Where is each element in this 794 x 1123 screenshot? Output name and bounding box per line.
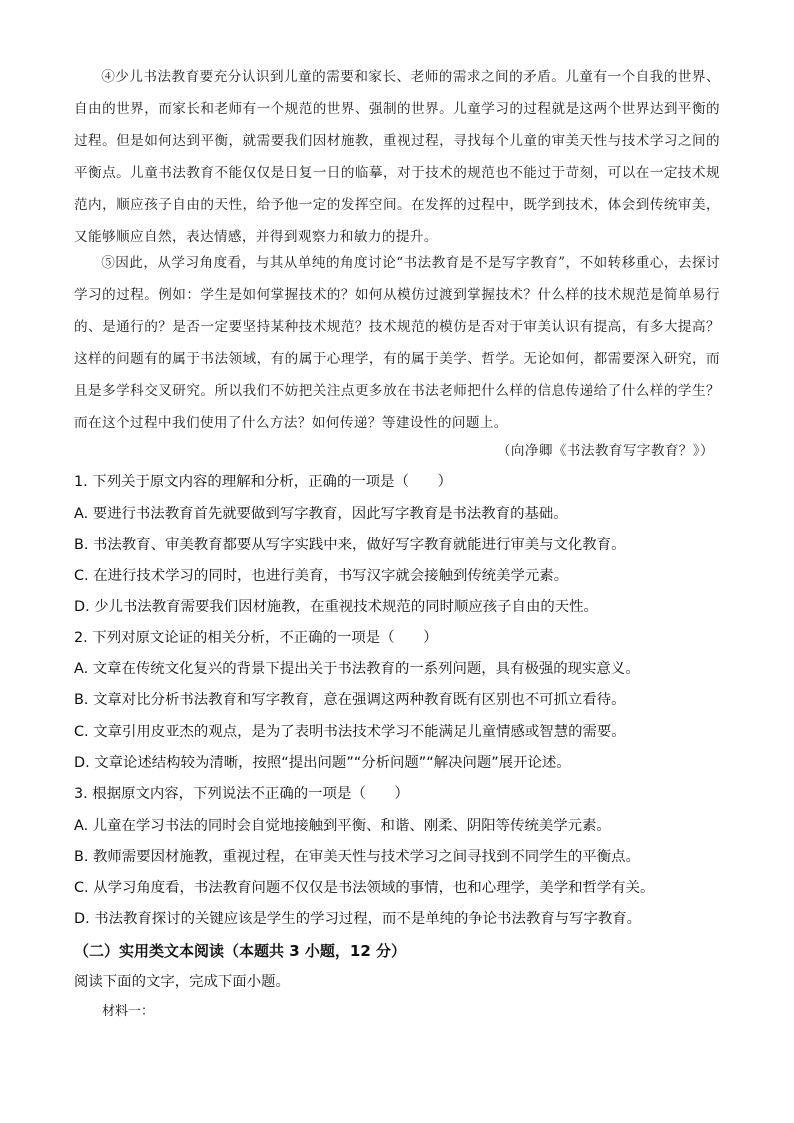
question-1-option-d: D. 少儿书法教育需要我们因材施教，在重视技术规范的同时顺应孩子自由的天性。 [74, 599, 598, 615]
question-3-option-b: B. 教师需要因材施教，重视过程，在审美天性与技术学习之间寻找到不同学生的平衡点。 [74, 849, 640, 865]
passage-paragraph-5: ⑤因此，从学习角度看，与其从单纯的角度讨论“书法教育是不是写字教育”，不如转移重心，去探讨学习的过程。例如：学生是如何掌握技术的？如何从模仿过渡到掌握技术？什么样的技术规范是简单易行的、是通行的？是否一定要坚持某种技术规范？技术规范的模仿是否对于审美认识有提高，有多大提高？这样的问题有的属于书法领域，有的属于心理学，有的属于美学、哲学。无论如何，都需要深入研究，而且是多学科交叉研究。所以我们不妨把关注点更多放在书法老师把什么样的信息传递给了什么样的学生？而在这个过程中我们使用了什么方法？如何传递？等建设性的问题上。 [74, 255, 720, 431]
question-1-option-a: A. 要进行书法教育首先就要做到写字教育，因此写字教育是书法教育的基础。 [74, 506, 568, 522]
question-2-stem: 2. 下列对原文论证的相关分析，不正确的一项是（ ） [74, 630, 438, 646]
question-2-option-a: A. 文章在传统文化复兴的背景下提出关于书法教育的一系列问题，具有极强的现实意义。 [74, 661, 640, 677]
material-label: 材料一： [102, 1004, 155, 1019]
question-2-option-c: C. 文章引用皮亚杰的观点，是为了表明书法技术学习不能满足儿童情感或智慧的需要。 [74, 724, 626, 740]
section-title: （二）实用类文本阅读（本题共 3 小题，12 分） [74, 942, 406, 960]
question-2-option-d: D. 文章论述结构较为清晰，按照“提出问题”“分析问题”“解决问题”展开论述。 [74, 755, 571, 771]
passage-paragraph-4: ④少儿书法教育要充分认识到儿童的需要和家长、老师的需求之间的矛盾。儿童有一个自我的世界、自由的世界，而家长和老师有一个规范的世界、强制的世界。儿童学习的过程就是这两个世界达到平衡的过程。但是如何达到平衡，就需要我们因材施教，重视过程，寻找每个儿童的审美天性与技术学习之间的平衡点。儿童书法教育不能仅仅是日复一日的临摹，对于技术的规范也不能过于苛刻，可以在一定技术规范内，顺应孩子自由的天性，给予他一定的发挥空间。在发挥的过程中，既学到技术，体会到传统审美，又能够顺应自然，表达情感，并得到观察力和敏力的提升。 [74, 69, 720, 245]
question-1-option-c: C. 在进行技术学习的同时，也进行美育，书写汉字就会接触到传统美学元素。 [74, 568, 569, 584]
question-3-option-d: D. 书法教育探讨的关键应该是学生的学习过程，而不是单纯的争论书法教育与写字教育。 [74, 911, 642, 927]
question-3-option-c: C. 从学习角度看，书法教育问题不仅仅是书法领域的事情，也和心理学，美学和哲学有关。 [74, 880, 655, 896]
question-1-option-b: B. 书法教育、审美教育都要从写字实践中来，做好写字教育就能进行审美与文化教育。 [74, 537, 626, 553]
section-intro: 阅读下面的文字，完成下面小题。 [74, 974, 290, 990]
passage-source: （向净卿《书法教育写字教育？》） [496, 443, 714, 459]
question-1-stem: 1. 下列关于原文内容的理解和分析，正确的一项是（ ） [74, 474, 453, 490]
question-3-option-a: A. 儿童在学习书法的同时会自觉地接触到平衡、和谐、刚柔、阴阳等传统美学元素。 [74, 818, 611, 834]
question-3-stem: 3. 根据原文内容，下列说法不正确的一项是（ ） [74, 786, 409, 802]
question-2-option-b: B. 文章对比分析书法教育和写字教育，意在强调这两种教育既有区别也不可抓立看待。 [74, 692, 626, 708]
